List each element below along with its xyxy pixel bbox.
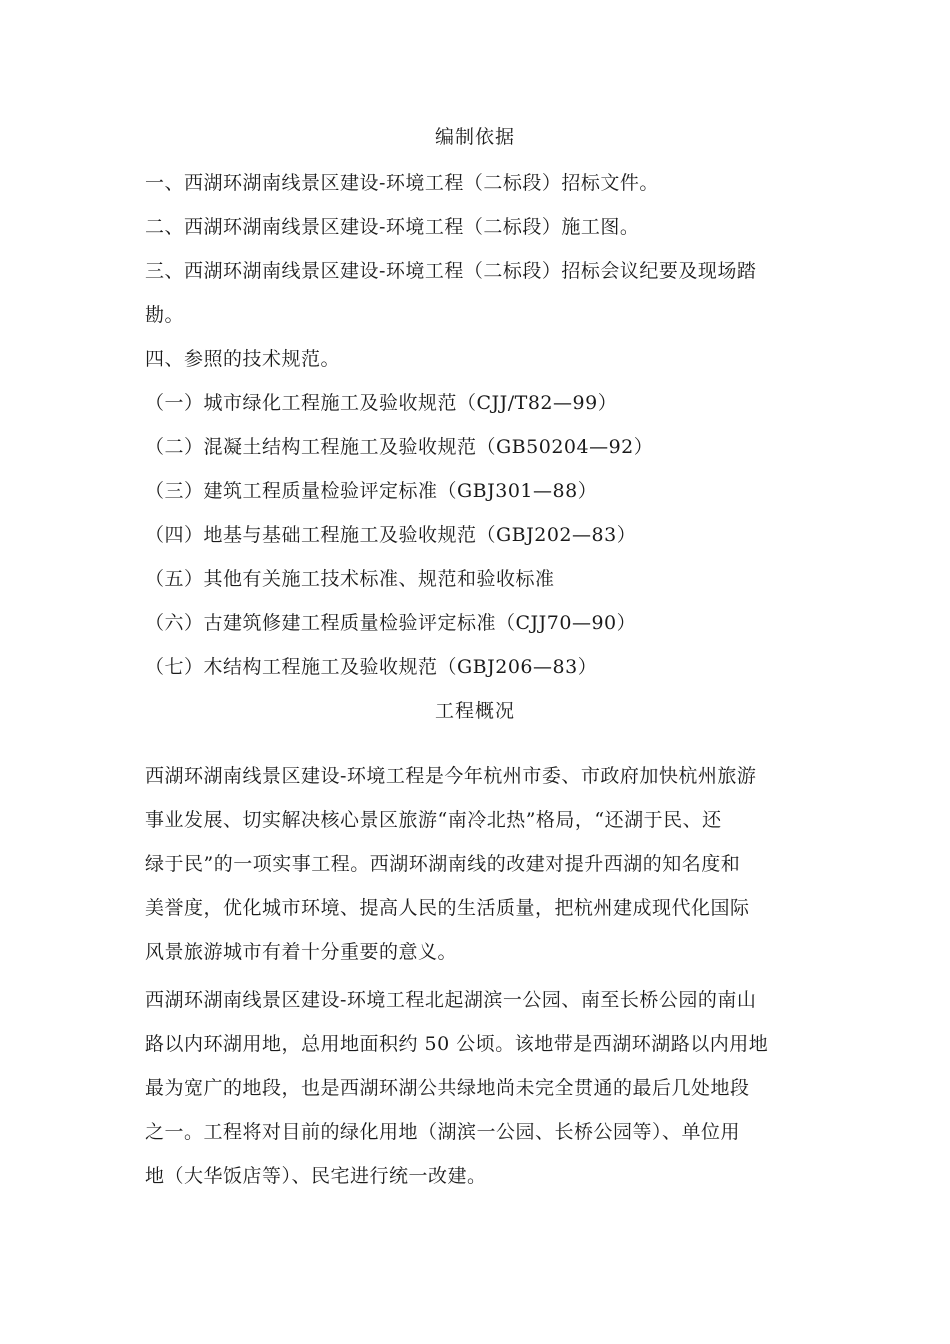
overview-paragraph-2-line-2: 路以内环湖用地，总用地面积约 50 公顷。该地带是西湖环湖路以内用地	[145, 1033, 769, 1055]
spec-item-1: （一）城市绿化工程施工及验收规范（CJJ/T82—99）	[145, 392, 618, 414]
overview-paragraph-1-line-3: 绿于民”的一项实事工程。西湖环湖南线的改建对提升西湖的知名度和	[145, 853, 741, 875]
spec-item-4: （四）地基与基础工程施工及验收规范（GBJ202—83）	[145, 524, 637, 546]
basis-item-1: 一、西湖环湖南线景区建设-环境工程（二标段）招标文件。	[145, 172, 659, 194]
basis-item-2: 二、西湖环湖南线景区建设-环境工程（二标段）施工图。	[145, 216, 640, 238]
overview-paragraph-2-line-4: 之一。工程将对目前的绿化用地（湖滨一公园、长桥公园等）、单位用	[145, 1121, 741, 1143]
section-title-overview: 工程概况	[434, 700, 515, 722]
overview-paragraph-2-line-1: 西湖环湖南线景区建设-环境工程北起湖滨一公园、南至长桥公园的南山	[145, 989, 757, 1011]
spec-item-6: （六）古建筑修建工程质量检验评定标准（CJJ70—90）	[145, 612, 637, 634]
spec-item-5: （五）其他有关施工技术标准、规范和验收标准	[145, 568, 555, 590]
basis-item-3: 三、西湖环湖南线景区建设-环境工程（二标段）招标会议纪要及现场踏	[145, 260, 757, 282]
overview-paragraph-2-line-5: 地（大华饭店等）、民宅进行统一改建。	[145, 1165, 487, 1187]
spec-item-7: （七）木结构工程施工及验收规范（GBJ206—83）	[145, 656, 598, 678]
basis-item-3-continued: 勘。	[145, 304, 185, 326]
overview-paragraph-1-line-4: 美誉度，优化城市环境、提高人民的生活质量，把杭州建成现代化国际	[145, 897, 750, 919]
basis-item-4: 四、参照的技术规范。	[145, 348, 341, 370]
spec-item-2: （二）混凝土结构工程施工及验收规范（GB50204—92）	[145, 436, 654, 458]
overview-paragraph-1-line-2: 事业发展、切实解决核心景区旅游“南冷北热”格局，“还湖于民、还	[145, 809, 722, 831]
overview-paragraph-1-line-1: 西湖环湖南线景区建设-环境工程是今年杭州市委、市政府加快杭州旅游	[145, 765, 757, 787]
overview-paragraph-2-line-3: 最为宽广的地段，也是西湖环湖公共绿地尚未完全贯通的最后几处地段	[145, 1077, 750, 1099]
overview-paragraph-1-line-5: 风景旅游城市有着十分重要的意义。	[145, 941, 458, 963]
spec-item-3: （三）建筑工程质量检验评定标准（GBJ301—88）	[145, 480, 598, 502]
section-title-basis: 编制依据	[434, 126, 515, 148]
